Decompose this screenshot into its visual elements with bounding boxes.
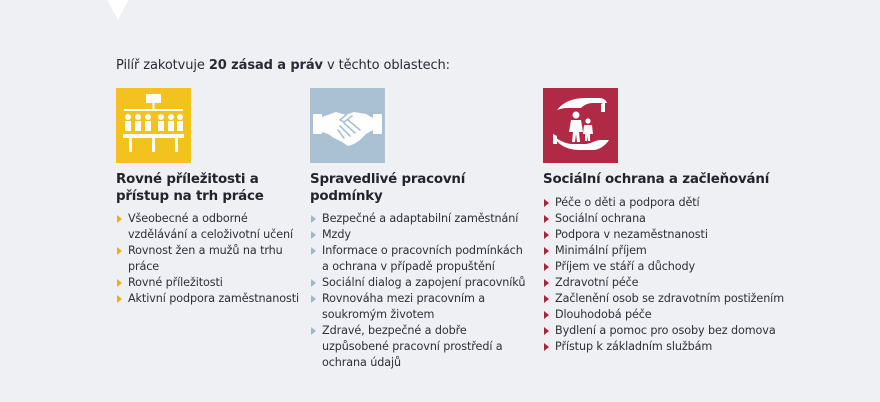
pillar-items-list — [310, 211, 530, 371]
list-item: Bydlení a pomoc pro osoby bez domova — [543, 323, 793, 339]
pillar-title: Rovné příležitosti a přístup na trh práce — [116, 172, 264, 204]
list-item: Přístup k základním službám — [543, 339, 793, 355]
list-item: Aktivní podpora zaměstnanosti — [116, 291, 301, 307]
pillar-items-list — [543, 195, 793, 355]
list-item: Rovnováha mezi pracovním a soukromým životem — [310, 291, 530, 323]
list-item: Zdravotní péče — [543, 275, 793, 291]
list-item: Příjem ve stáří a důchody — [543, 259, 793, 275]
protective-hands-family-icon — [543, 88, 618, 163]
list-item: Zdravé, bezpečné a dobře uzpůsobené pracovní prostředí a ochrana údajů — [310, 323, 530, 371]
people-on-table-icon — [116, 88, 191, 163]
pillar-column-equal-opportunities — [116, 88, 301, 307]
list-item: Minimální příjem — [543, 243, 793, 259]
pillar-column-social-protection — [543, 88, 793, 355]
list-item: Sociální ochrana — [543, 211, 793, 227]
intro-suffix: v těchto oblastech: — [322, 58, 450, 73]
pillar-title: Sociální ochrana a začleňování — [543, 172, 770, 187]
list-item: Podpora v nezaměstnanosti — [543, 227, 793, 243]
list-item: Mzdy — [310, 227, 530, 243]
pillar-items-list — [116, 211, 301, 307]
pillar-column-fair-working-conditions — [310, 88, 530, 371]
list-item: Všeobecné a odborné vzdělávání a celoživotní učení — [116, 211, 301, 243]
list-item: Začlenění osob se zdravotním postižením — [543, 291, 793, 307]
intro-highlight: 20 zásad a práv — [208, 58, 323, 73]
list-item: Péče o děti a podpora dětí — [543, 195, 793, 211]
list-item: Sociální dialog a zapojení pracovníků — [310, 275, 530, 291]
handshake-icon — [310, 88, 385, 163]
list-item: Informace o pracovních podmínkách a ochrana v případě propuštění — [310, 243, 530, 275]
pillar-title: Spravedlivé pracovní podmínky — [310, 172, 466, 204]
list-item: Bezpečné a adaptabilní zaměstnání — [310, 211, 530, 227]
list-item: Rovnost žen a mužů na trhu práce — [116, 243, 301, 275]
decorative-notch — [96, 0, 140, 20]
intro-prefix: Pilíř zakotvuje — [116, 58, 209, 73]
intro-text — [116, 58, 450, 73]
list-item: Dlouhodobá péče — [543, 307, 793, 323]
list-item: Rovné příležitosti — [116, 275, 301, 291]
